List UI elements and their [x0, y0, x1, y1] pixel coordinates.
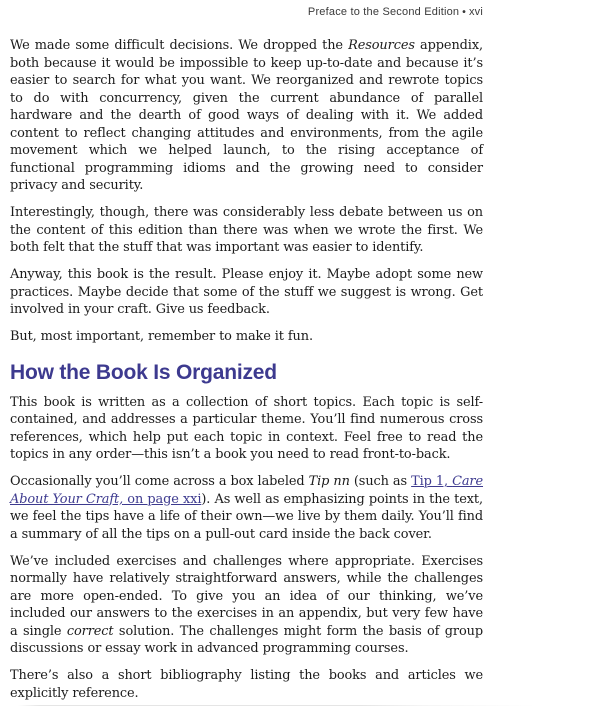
- page-bottom-divider: [18, 705, 538, 706]
- section-heading-how-organized: How the Book Is Organized: [10, 360, 277, 384]
- text-run: solution. The challenges might form the basis of group discussions or essay work in advanced programming courses.: [10, 623, 483, 656]
- text-run: appendix, both because it would be impossible to keep up-to-date and because it’s easier to search for what you want. We reorganized and rewrote topics to do with concurrency, given the current abundance of parallel hardware and the dearth of good ways of dealing with it. We added content to reflect changing attitudes and environments, from the agile movement which we helped launch, to the rising acceptance of functional programming idioms and the growing need to consider privacy and security.: [10, 38, 483, 193]
- text-run: (such as: [349, 474, 412, 489]
- link-text-run: on page xxi: [123, 491, 202, 507]
- text-run: We made some difficult decisions. We dropped the: [10, 38, 349, 53]
- bullet-separator: •: [462, 7, 466, 18]
- text-run-italic-tip-nn: Tip nn: [308, 474, 350, 489]
- page-header: [10, 6, 483, 18]
- text-run-italic-correct: correct: [66, 623, 114, 639]
- paragraph-make-it-fun: But, most important, remember to make it fun.: [10, 329, 313, 344]
- link-text-run: Tip 1,: [411, 474, 453, 489]
- paragraph-exercises-challenges: [10, 553, 483, 658]
- paragraph-tips: [10, 473, 483, 543]
- text-run: We’ve included exercises and challenges where appropriate. Exercises normally have relatively straightforward answers, while the challenges are more open-ended. To give you an idea of our thinking, we’ve included our answers to the exercises in an appendix, but very few have a single: [10, 553, 483, 639]
- text-run-italic-resources: Resources: [348, 38, 415, 53]
- text-run: Occasionally you’ll come across a box labeled: [10, 474, 309, 489]
- paragraph-short-topics: This book is written as a collection of short topics. Each topic is self-contained, and addresses a particular theme. You’ll find numerous cross references, which help put each topic in context. Feel free to read the topics in any order—this isn’t a book you need to read front-to-back.: [10, 394, 483, 462]
- book-page: [10, 0, 483, 712]
- page-number: xvi: [468, 6, 483, 18]
- paragraph-decisions: [10, 37, 483, 195]
- paragraph-less-debate: Interestingly, though, there was considerably less debate between us on the content of this edition than there was when we wrote the first. We both felt that the stuff that was important was easier to identify.: [10, 205, 483, 255]
- link-text-run-italic-care-about-craft: Care About Your Craft,: [10, 474, 484, 507]
- paragraph-bibliography: There’s also a short bibliography listing the books and articles we explicitly reference.: [10, 668, 483, 701]
- text-run: ). As well as emphasizing points in the text, we feel the tips have a life of their own—we live by them daily. You’ll find a summary of all the tips on a pull-out card inside the back cover.: [10, 491, 483, 542]
- running-head: Preface to the Second Edition: [307, 6, 460, 18]
- paragraph-book-result: Anyway, this book is the result. Please enjoy it. Maybe adopt some new practices. Maybe decide that some of the stuff we suggest is wrong. Get involved in your craft. Give us feedback.: [10, 267, 483, 317]
